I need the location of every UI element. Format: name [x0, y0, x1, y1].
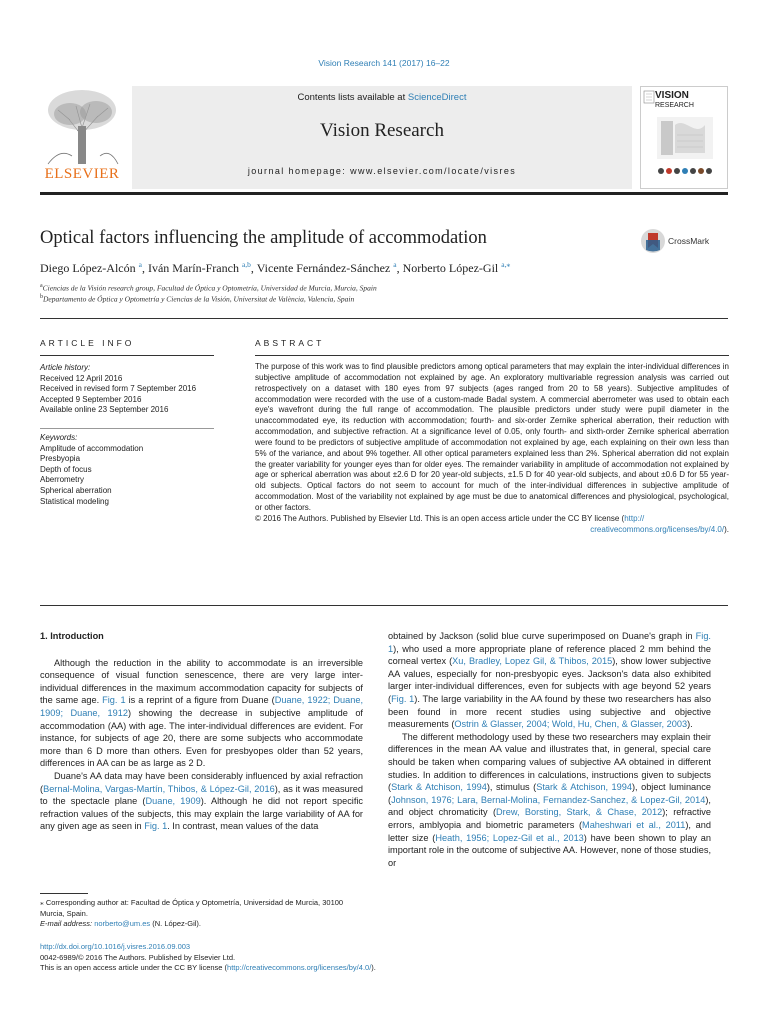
issn-line: 0042-6989/© 2016 The Authors. Published by Elsevier Ltd.: [40, 952, 236, 962]
paper-title: Optical factors influencing the amplitude of accommodation: [40, 228, 487, 248]
body-text: obtained by Jackson (solid blue curve superimposed on Duane's graph in: [388, 631, 696, 641]
crossmark-badge[interactable]: [640, 228, 720, 254]
keyword: Amplitude of accommodation: [40, 443, 144, 453]
history-label: Article history:: [40, 363, 91, 372]
body-column-left: [40, 630, 363, 833]
citation-link[interactable]: Ostrin & Glasser, 2004; Wold, Hu, Chen, & Glasser, 2003: [454, 719, 688, 730]
elsevier-tree-icon: [40, 86, 124, 166]
license-line: This is an open access article under the CC BY license (http://creativecommons.org/licenses/by/4.0/).: [40, 963, 376, 973]
citation-link[interactable]: Xu, Bradley, Lopez Gil, & Thibos, 2015: [452, 656, 613, 667]
abstract-text: The purpose of this work was to find plausible predictors among optical parameters that may explain the inter-individual differences in subjective amplitude of accommodation not explained by age. An exploratory multivariable regression analysis was carried out retrospectively on a dataset with 180 eyes from 97 subjects (ages ranged from 20 to 58 years). Subjective amplitudes of accommodation were recorded with the use of a custom-made Badal system. A commercial aberrometer was used to obtain each eye's wavefront during the full range of accommodation. The plausible predictors under study were pupil diameter in the unaccommodated eye, its reduction with accommodation; fourth- and six-order Zernike spherical aberration, their reduction with accommodation, and subjective refraction. At a significance level of 0.05, only fourth- and sixth-order Zernike spherical aberration were found to be predictors of subjective amplitude of accommodation not explained by age, each explaining on their own less than 5% of the variance, and about 9% together. All other optical parameters explained less than 2%. Spherical aberration did not explain the greater variability for younger eyes than for older eyes. The remainder variability in amplitude of accommodation not explained by age or spherical aberration was about ±2.6 D for 20 year-old subjects, ±1.5 D for 40 year-old subjects, and about ±0.6 D for 55 year-old subjects. Optical factors do not seem to account for much of the inter-individual differences in subjective amplitude of accommodation. Most of the variability not explained by age must be due to anatomical differences and physiological, psychological, or other factors.: [255, 362, 729, 512]
citation-link[interactable]: Fig. 1: [388, 631, 711, 654]
body-text: ).: [687, 719, 693, 730]
crossmark-icon: [640, 228, 666, 254]
citation-link[interactable]: Fig. 1: [391, 693, 415, 704]
abstract-body: [255, 362, 729, 536]
article-history: [40, 363, 196, 416]
keyword: Statistical modeling: [40, 496, 109, 506]
body-text: ) have been shown to play an important role in the outcome of subjective AA. However, none of those studies, or: [388, 832, 711, 868]
cover-subtitle: RESEARCH: [655, 102, 694, 109]
divider: [40, 355, 214, 356]
publication-info: [40, 942, 728, 974]
history-item: Received 12 April 2016: [40, 373, 123, 383]
cover-artwork-icon: [647, 115, 723, 181]
journal-reference[interactable]: Vision Research 141 (2017) 16–22: [318, 58, 450, 68]
paragraph: [40, 657, 363, 770]
license-link[interactable]: http://creativecommons.org/licenses/by/4.0/: [227, 963, 372, 973]
citation-link[interactable]: Maheshwari et al., 2011: [582, 819, 686, 830]
author-name[interactable]: Diego López-Alcón: [40, 261, 136, 275]
cover-title: VISION RESEARCH: [655, 90, 694, 109]
citation-link[interactable]: Stark & Atchison, 1994: [536, 782, 632, 793]
divider: [40, 605, 728, 606]
section-heading: 1. Introduction: [40, 631, 104, 641]
footnote-rule: [40, 893, 88, 894]
journal-header: [40, 86, 728, 189]
author-name[interactable]: Norberto López-Gil: [402, 261, 499, 275]
citation-link[interactable]: Fig. 1: [144, 821, 168, 832]
author-name[interactable]: Vicente Fernández-Sánchez: [256, 261, 391, 275]
body-text: ). Although he did not report specific refraction values of the subjects, this may explain the large variability of AA for any given age as seen in: [40, 796, 364, 832]
keywords-label: Keywords:: [40, 433, 78, 442]
author-name[interactable]: Iván Marín-Franch: [147, 261, 239, 275]
crossmark-label: CrossMark: [668, 236, 710, 246]
license-link[interactable]: http://: [624, 513, 645, 523]
abstract-heading: ABSTRACT: [255, 338, 325, 348]
keyword: Presbyopia: [40, 454, 81, 464]
body-text: . In contrast, mean values of the data: [167, 821, 319, 832]
citation-link[interactable]: Stark & Atchison, 1994: [391, 782, 487, 793]
email-note: E-mail address: norberto@um.es (N. López-Gil).: [40, 919, 202, 928]
body-column-right: [388, 630, 711, 869]
journal-homepage[interactable]: journal homepage: www.elsevier.com/locate/visres: [247, 166, 517, 176]
abstract-license-cont: creativecommons.org/licenses/by/4.0/).: [590, 524, 729, 534]
body-text: ), show lower subjective AA values, especially for non-presbyopic eyes. Jackson's data also exhibited larger inter-individual differences, even for subjects with age beyond 52 years (: [388, 656, 711, 704]
paragraph: [388, 630, 711, 731]
article-info-heading: ARTICLE INFO: [40, 338, 135, 348]
citation-link[interactable]: Bernal-Molina, Vargas-Martín, Thibos, & López-Gil, 2016: [43, 783, 275, 794]
doi-link[interactable]: http://dx.doi.org/10.1016/j.visres.2016.09.003: [40, 942, 191, 951]
contents-line: Contents lists available at ScienceDirect: [297, 92, 467, 103]
history-item: Accepted 9 September 2016: [40, 394, 142, 404]
author-list: Diego López-Alcón $^a$, Iván Marín-Franch $^{a,b}$, Vicente Fernández-Sánchez $^a$, Norberto López-Gil $^{a,⁎}$: [40, 260, 511, 275]
body-text: ) showing the decrease in subjective amplitude of accommodation (AA) with age. The inter-individual differences are evident. For instance, for subjects of age 20, there are some subjects who accommodate more than 6 D more than others. Even for presbyopes older than 52 years, differences in AA can be as large as 2 D.: [40, 707, 363, 769]
author-affil-marker[interactable]: a,⁎: [501, 260, 511, 269]
divider: [255, 355, 729, 356]
publisher-name: ELSEVIER: [44, 166, 120, 182]
body-text: ), object luminance (: [388, 782, 711, 805]
body-text: ). The large variability in the AA found by these two researchers has also been found in more recent studies using subjective and objective measurements (: [388, 693, 711, 730]
divider: [40, 318, 728, 319]
journal-title: Vision Research: [320, 120, 444, 141]
citation-link[interactable]: Drew, Borsting, Stark, & Chase, 2012: [496, 807, 663, 818]
header-rule: [40, 192, 728, 195]
author-affil-marker[interactable]: a: [393, 260, 397, 269]
citation-link[interactable]: Heath, 1956; Lopez-Gil et al., 2013: [435, 832, 584, 843]
citation-link[interactable]: Duane, 1909: [145, 796, 201, 807]
history-item: Received in revised form 7 September 2016: [40, 384, 197, 394]
author-affil-marker[interactable]: a,b: [241, 260, 251, 269]
journal-cover-thumbnail[interactable]: [640, 86, 728, 189]
paragraph: [40, 770, 363, 833]
body-text: Duane's AA data may have been considerably influenced by axial refraction (: [40, 770, 363, 794]
footnote: [40, 898, 363, 930]
body-text: ), and object chromaticity (: [388, 794, 711, 818]
corresponding-author-note: ⁎ Corresponding author at: Facultad de Óptica y Optometría, Universidad de Murcia, 30100 Murcia, Spain.: [40, 898, 344, 918]
body-text: is a reprint of a figure from Duane (: [125, 695, 275, 706]
history-item: Available online 23 September 2016: [40, 405, 169, 415]
citation-link[interactable]: Fig. 1: [102, 695, 126, 706]
keyword: Depth of focus: [40, 464, 92, 474]
body-text: The different methodology used by these two researchers may explain their differences in the mean AA value and illustrates that, in general, special care should be taken when comparing values of subjective AA obtained in different studies. In addition to differences in calculations, instructions given to subjects (: [388, 731, 711, 793]
affiliation: $^b$Departamento de Óptica y Optometría y Ciencias de la Visión, Universitat de València, Valencia, Spain: [40, 294, 355, 304]
keywords: [40, 433, 143, 507]
abstract-license: © 2016 The Authors. Published by Elsevier Ltd. This is an open access article under the CC BY license (http://: [255, 513, 645, 523]
author-affil-marker[interactable]: a: [138, 260, 142, 269]
journal-masthead: [132, 86, 632, 189]
body-text: ), stimulus (: [486, 782, 537, 793]
license-link[interactable]: creativecommons.org/licenses/by/4.0/: [590, 524, 725, 534]
elsevier-logo[interactable]: [40, 86, 124, 189]
body-text: ), who used a more appropriate plane of reference placed 2 mm behind the corneal vertex (: [388, 643, 711, 667]
keyword: Spherical aberration: [40, 485, 112, 495]
body-text: ); refractive errors, amblyopia and biometric parameters (: [388, 807, 712, 830]
body-text: Although the reduction in the ability to accommodate is an irreversible consequence of visual function senescence, there are very large inter-individual differences in the maximum accommodation capacity for subjects of the same age.: [40, 657, 363, 706]
email-link[interactable]: norberto@um.es: [94, 919, 151, 928]
keyword: Aberrometry: [40, 475, 85, 485]
paragraph: [388, 731, 711, 870]
sciencedirect-link[interactable]: ScienceDirect: [407, 92, 467, 103]
divider: [40, 428, 214, 429]
body-text: ), and letter size (: [388, 819, 711, 843]
citation-link[interactable]: Johnson, 1976; Lara, Bernal-Molina, Fernandez-Sanchez, & Lopez-Gil, 2014: [391, 794, 706, 805]
body-text: ), as it was measured to the spectacle plane (: [40, 783, 363, 807]
affiliation: $^a$Ciencias de la Visión research group, Facultad de Óptica y Optometría, Universidad de Murcia, Murcia, Spain: [40, 283, 377, 293]
citation-link[interactable]: Duane, 1922; Duane, 1909; Duane, 1912: [40, 695, 363, 718]
